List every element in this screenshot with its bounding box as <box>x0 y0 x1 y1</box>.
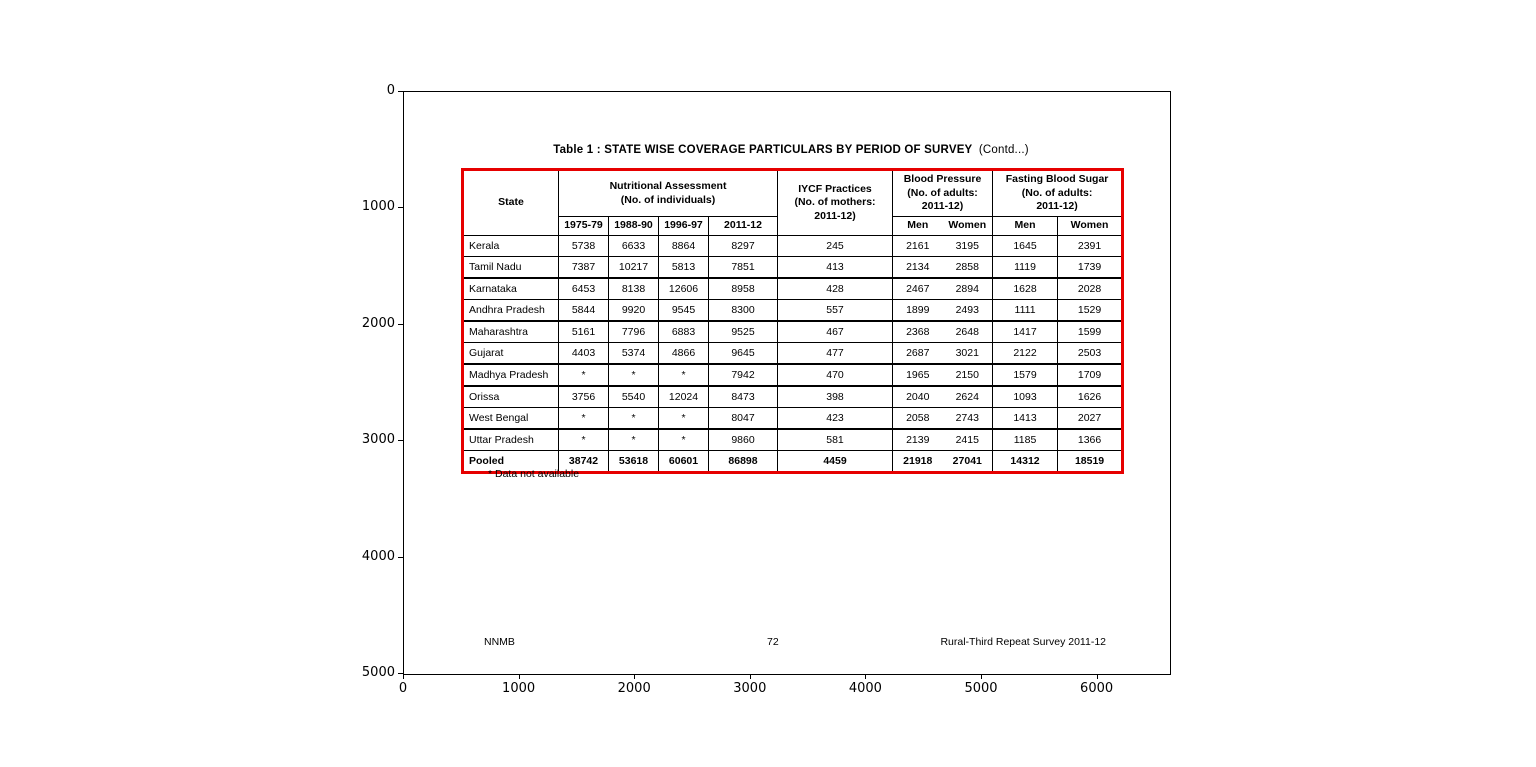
na-value-cell: * <box>559 429 609 451</box>
fbs-women-cell: 18519 <box>1058 451 1123 473</box>
iycf-value-cell: 477 <box>778 343 893 365</box>
iycf-value-cell: 398 <box>778 386 893 408</box>
col-header-year: 1975-79 <box>559 217 609 236</box>
x-tick-label: 1000 <box>502 681 536 696</box>
iycf-value-cell: 423 <box>778 408 893 430</box>
table-row <box>463 343 1123 365</box>
bp-women-cell: 3021 <box>943 343 993 365</box>
y-tick-label: 5000 <box>361 665 395 680</box>
fbs-women-cell: 1626 <box>1058 386 1123 408</box>
iycf-value-cell: 413 <box>778 257 893 279</box>
na-value-cell: 12024 <box>659 386 709 408</box>
na-value-cell: 60601 <box>659 451 709 473</box>
bp-women-cell: 2858 <box>943 257 993 279</box>
y-tick-label: 2000 <box>361 315 395 331</box>
table-title-contd: (Contd...) <box>978 144 1029 156</box>
table-row <box>463 300 1123 322</box>
iycf-value-cell: 557 <box>778 300 893 322</box>
na-value-cell: 5844 <box>559 300 609 322</box>
fbs-women-cell: 1709 <box>1058 364 1123 386</box>
bp-men-cell: 2467 <box>893 278 943 300</box>
bp-men-cell: 2139 <box>893 429 943 451</box>
na-value-cell: 8300 <box>709 300 778 322</box>
state-cell: West Bengal <box>463 408 559 430</box>
na-value-cell: * <box>659 429 709 451</box>
bp-men-cell: 2161 <box>893 236 943 257</box>
plot-area <box>403 91 1171 675</box>
na-value-cell: 10217 <box>609 257 659 279</box>
na-value-cell: 38742 <box>559 451 609 473</box>
iycf-value-cell: 470 <box>778 364 893 386</box>
table-row <box>463 321 1123 343</box>
na-value-cell: 86898 <box>709 451 778 473</box>
bp-men-cell: 21918 <box>893 451 943 473</box>
fbs-men-cell: 1185 <box>993 429 1058 451</box>
fbs-women-cell: 2503 <box>1058 343 1123 365</box>
bp-women-cell: 27041 <box>943 451 993 473</box>
fbs-men-cell: 14312 <box>993 451 1058 473</box>
na-value-cell: 8138 <box>609 278 659 300</box>
state-cell: Maharashtra <box>463 321 559 343</box>
fbs-women-cell: 1529 <box>1058 300 1123 322</box>
fbs-women-cell: 1366 <box>1058 429 1123 451</box>
na-value-cell: 9525 <box>709 321 778 343</box>
bp-women-cell: 2648 <box>943 321 993 343</box>
na-value-cell: 8473 <box>709 386 778 408</box>
iycf-value-cell: 4459 <box>778 451 893 473</box>
x-tick-label: 6000 <box>1080 681 1114 696</box>
bp-women-cell: 2894 <box>943 278 993 300</box>
bp-men-cell: 1965 <box>893 364 943 386</box>
col-header-iycf: IYCF Practices (No. of mothers: 2011-12) <box>778 170 893 236</box>
na-value-cell: 7387 <box>559 257 609 279</box>
iycf-value-cell: 581 <box>778 429 893 451</box>
y-tick-label: 0 <box>386 83 395 98</box>
col-header-year: 1988-90 <box>609 217 659 236</box>
na-value-cell: 6633 <box>609 236 659 257</box>
na-value-cell: 53618 <box>609 451 659 473</box>
footnote: * Data not available <box>488 468 580 480</box>
na-value-cell: 5738 <box>559 236 609 257</box>
table-row <box>463 236 1123 257</box>
na-value-cell: 9920 <box>609 300 659 322</box>
bp-men-cell: 2368 <box>893 321 943 343</box>
na-value-cell: 5813 <box>659 257 709 279</box>
table-row <box>463 364 1123 386</box>
bp-women-cell: 2493 <box>943 300 993 322</box>
bp-women-cell: 3195 <box>943 236 993 257</box>
na-value-cell: 4866 <box>659 343 709 365</box>
table-row <box>463 408 1123 430</box>
y-tick-label: 4000 <box>361 548 395 564</box>
col-header-year: 2011-12 <box>709 217 778 236</box>
state-cell: Kerala <box>463 236 559 257</box>
na-value-cell: 9645 <box>709 343 778 365</box>
na-value-cell: 8864 <box>659 236 709 257</box>
col-header-bp-women: Women <box>943 217 993 236</box>
fbs-men-cell: 1628 <box>993 278 1058 300</box>
y-tick-label: 1000 <box>361 199 395 215</box>
bp-women-cell: 2415 <box>943 429 993 451</box>
na-value-cell: 7942 <box>709 364 778 386</box>
table-title-main: Table 1 : STATE WISE COVERAGE PARTICULARS BY PERIOD OF SURVEY <box>553 144 973 156</box>
na-value-cell: 7851 <box>709 257 778 279</box>
na-value-cell: 3756 <box>559 386 609 408</box>
state-cell: Gujarat <box>463 343 559 365</box>
na-value-cell: * <box>659 364 709 386</box>
col-header-fbs-men: Men <box>993 217 1058 236</box>
na-value-cell: 9860 <box>709 429 778 451</box>
na-value-cell: 8047 <box>709 408 778 430</box>
fbs-women-cell: 2391 <box>1058 236 1123 257</box>
coverage-table <box>461 168 1124 474</box>
fbs-men-cell: 1119 <box>993 257 1058 279</box>
na-value-cell: 5374 <box>609 343 659 365</box>
bp-women-cell: 2624 <box>943 386 993 408</box>
x-tick-label: 3000 <box>733 681 767 696</box>
x-tick-label: 2000 <box>617 681 651 696</box>
fbs-men-cell: 1111 <box>993 300 1058 322</box>
na-value-cell: 9545 <box>659 300 709 322</box>
state-cell: Madhya Pradesh <box>463 364 559 386</box>
bp-men-cell: 1899 <box>893 300 943 322</box>
na-value-cell: 6453 <box>559 278 609 300</box>
bp-men-cell: 2687 <box>893 343 943 365</box>
na-value-cell: * <box>659 408 709 430</box>
table-row <box>463 386 1123 408</box>
na-value-cell: * <box>609 364 659 386</box>
na-value-cell: 4403 <box>559 343 609 365</box>
fbs-men-cell: 1645 <box>993 236 1058 257</box>
bp-women-cell: 2743 <box>943 408 993 430</box>
col-header-fasting-blood-sugar: Fasting Blood Sugar (No. of adults: 2011-12) <box>993 170 1123 217</box>
state-cell: Andhra Pradesh <box>463 300 559 322</box>
fbs-men-cell: 1417 <box>993 321 1058 343</box>
fbs-men-cell: 1413 <box>993 408 1058 430</box>
state-cell: Karnataka <box>463 278 559 300</box>
x-tick-label: 4000 <box>848 681 882 696</box>
table-row <box>463 429 1123 451</box>
na-value-cell: 8297 <box>709 236 778 257</box>
footer-survey-label: Rural-Third Repeat Survey 2011-12 <box>940 636 1106 648</box>
fbs-women-cell: 2027 <box>1058 408 1123 430</box>
na-value-cell: * <box>559 364 609 386</box>
col-header-year: 1996-97 <box>659 217 709 236</box>
col-header-nutritional-assessment: Nutritional Assessment (No. of individuals) <box>559 170 778 217</box>
table-title <box>461 144 1121 156</box>
table-row <box>463 257 1123 279</box>
col-header-state: State <box>463 170 559 236</box>
page-number: 72 <box>767 636 779 648</box>
x-tick-label: 5000 <box>964 681 998 696</box>
page-footer <box>484 636 1106 650</box>
fbs-women-cell: 1739 <box>1058 257 1123 279</box>
fbs-women-cell: 1599 <box>1058 321 1123 343</box>
bp-men-cell: 2058 <box>893 408 943 430</box>
bp-men-cell: 2040 <box>893 386 943 408</box>
na-value-cell: * <box>609 429 659 451</box>
footer-org: NNMB <box>484 636 515 648</box>
col-header-fbs-women: Women <box>1058 217 1123 236</box>
fbs-men-cell: 2122 <box>993 343 1058 365</box>
bp-women-cell: 2150 <box>943 364 993 386</box>
fbs-women-cell: 2028 <box>1058 278 1123 300</box>
fbs-men-cell: 1579 <box>993 364 1058 386</box>
na-value-cell: * <box>609 408 659 430</box>
y-tick-label: 3000 <box>361 432 395 448</box>
na-value-cell: 12606 <box>659 278 709 300</box>
iycf-value-cell: 428 <box>778 278 893 300</box>
iycf-value-cell: 245 <box>778 236 893 257</box>
na-value-cell: 5540 <box>609 386 659 408</box>
iycf-value-cell: 467 <box>778 321 893 343</box>
x-tick-label: 0 <box>398 681 408 696</box>
col-header-bp-men: Men <box>893 217 943 236</box>
col-header-blood-pressure: Blood Pressure (No. of adults: 2011-12) <box>893 170 993 217</box>
bp-men-cell: 2134 <box>893 257 943 279</box>
state-cell: Pooled <box>463 451 559 473</box>
na-value-cell: * <box>559 408 609 430</box>
state-cell: Tamil Nadu <box>463 257 559 279</box>
na-value-cell: 5161 <box>559 321 609 343</box>
table-row <box>463 278 1123 300</box>
na-value-cell: 7796 <box>609 321 659 343</box>
fbs-men-cell: 1093 <box>993 386 1058 408</box>
na-value-cell: 6883 <box>659 321 709 343</box>
state-cell: Uttar Pradesh <box>463 429 559 451</box>
na-value-cell: 8958 <box>709 278 778 300</box>
state-cell: Orissa <box>463 386 559 408</box>
